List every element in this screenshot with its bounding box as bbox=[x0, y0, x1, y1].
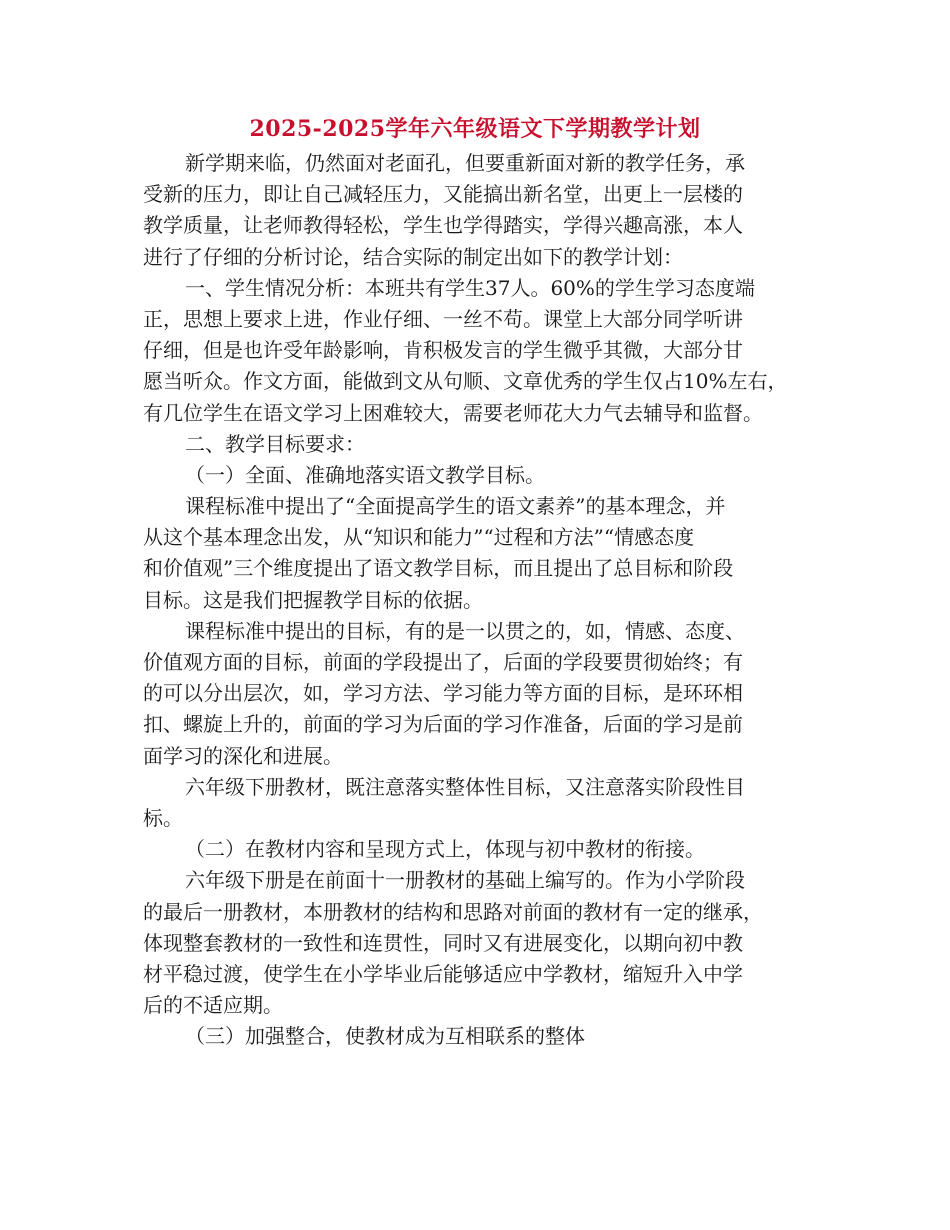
text-line: 从这个基本理念出发，从“知识和能力”“过程和方法”“情感态度 bbox=[143, 525, 695, 550]
text-line: 的可以分出层次，如，学习方法、学习能力等方面的目标，是环环相 bbox=[143, 681, 743, 706]
text-line: 受新的压力，即让自己减轻压力，又能搞出新名堂，出更上一层楼的 bbox=[143, 182, 743, 207]
text-line: 课程标准中提出的目标，有的是一以贯之的，如，情感、态度、 bbox=[185, 618, 745, 643]
text-line: 新学期来临，仍然面对老面孔，但要重新面对新的教学任务，承 bbox=[185, 151, 745, 175]
text-line: 目标。这是我们把握教学目标的依据。 bbox=[143, 587, 483, 612]
text-line: 扣、螺旋上升的，前面的学习为后面的学习作准备，后面的学习是前 bbox=[143, 712, 743, 737]
text-line: （一）全面、准确地落实语文教学目标。 bbox=[185, 462, 545, 487]
document-title: 2025-2025学年六年级语文下学期教学计划 bbox=[249, 116, 701, 142]
text-line: 体现整套教材的一致性和连贯性，同时又有进展变化，以期向初中教 bbox=[143, 930, 743, 955]
text-line: 六年级下册是在前面十一册教材的基础上编写的。作为小学阶段 bbox=[185, 868, 745, 893]
text-line: 和价值观”三个维度提出了语文教学目标，而且提出了总目标和阶段 bbox=[143, 556, 734, 581]
text-line: 六年级下册教材，既注意落实整体性目标，又注意落实阶段性目 bbox=[185, 774, 745, 799]
text-line: 后的不适应期。 bbox=[143, 993, 283, 1018]
document-body bbox=[143, 148, 823, 1052]
text-line: （二）在教材内容和呈现方式上，体现与初中教材的衔接。 bbox=[185, 837, 705, 862]
text-line: 有几位学生在语文学习上困难较大，需要老师花大力气去辅导和监督。 bbox=[143, 400, 763, 425]
text-line: 教学质量，让老师教得轻松，学生也学得踏实，学得兴趣高涨，本人 bbox=[143, 213, 743, 238]
text-line: 进行了仔细的分析讨论，结合实际的制定出如下的教学计划： bbox=[143, 244, 683, 269]
text-line: 仔细，但是也许受年龄影响，肯积极发言的学生微乎其微，大部分甘 bbox=[143, 338, 743, 363]
text-line: 价值观方面的目标，前面的学段提出了，后面的学段要贯彻始终；有 bbox=[143, 650, 743, 674]
text-line: 二、教学目标要求： bbox=[185, 431, 365, 456]
text-line: 材平稳过渡，使学生在小学毕业后能够适应中学教材，缩短升入中学 bbox=[143, 961, 743, 986]
text-line: 正，思想上要求上进，作业仔细、一丝不苟。课堂上大部分同学听讲 bbox=[143, 306, 743, 331]
text-line: 课程标准中提出了“全面提高学生的语文素养”的基本理念，并 bbox=[185, 494, 726, 519]
text-line: 一、学生情况分析：本班共有学生37人。60%的学生学习态度端 bbox=[185, 275, 755, 300]
text-line: 的最后一册教材，本册教材的结构和思路对前面的教材有一定的继承， bbox=[143, 899, 763, 924]
text-line: 标。 bbox=[143, 805, 183, 830]
text-line: （三）加强整合，使教材成为互相联系的整体 bbox=[185, 1024, 585, 1049]
text-line: 愿当听众。作文方面，能做到文从句顺、文章优秀的学生仅占10%左右， bbox=[143, 369, 788, 394]
text-line: 面学习的深化和进展。 bbox=[143, 743, 343, 768]
